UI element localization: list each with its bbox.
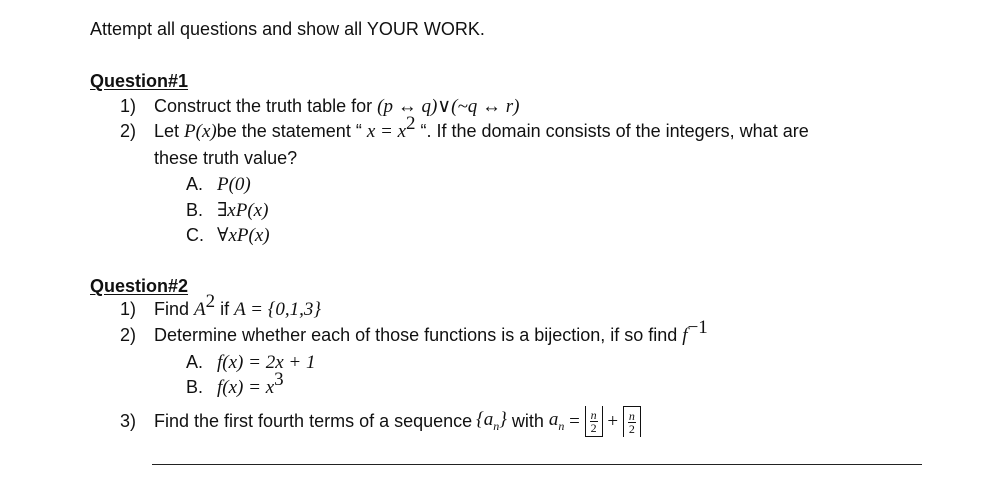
q1-sub-b-expression: ∃xP(x) [217, 200, 269, 221]
q2-item-3-sequence [476, 409, 507, 434]
q2-item-1-if: if [215, 299, 235, 319]
q2-item-3-an-sub: n [558, 418, 565, 433]
q1-sub-c [186, 224, 270, 247]
floor-bracket [585, 406, 603, 437]
floor-numerator: n [590, 407, 597, 422]
q1-sub-c-letter: C. [186, 225, 204, 245]
q2-item-1-exponent: 2 [205, 291, 216, 312]
q2-sub-b-letter: B. [186, 377, 204, 397]
q2-item-3-seq-open: {a [476, 409, 494, 431]
q1-item-2-number: 2) [120, 121, 137, 141]
q1-item-2-line-2: these truth value? [154, 148, 298, 168]
q1-sub-c-expression: ∀xP(x) [217, 225, 270, 246]
q2-sub-b-exponent: 3 [274, 369, 284, 390]
q1-sub-b-letter: B. [186, 200, 204, 220]
q2-sub-b [186, 369, 284, 399]
q1-item-2 [120, 113, 809, 143]
question-1-heading: Question#1 [90, 71, 189, 91]
q2-sub-a-expression: f(x) = 2x + 1 [217, 352, 316, 373]
q2-item-3-with: with [506, 411, 549, 431]
q1-item-2-statement: x = x [366, 121, 407, 142]
q1-sub-b [186, 199, 268, 222]
q2-item-1-number: 1) [120, 299, 137, 319]
q2-item-1-base: A [194, 299, 206, 320]
q2-item-3 [120, 406, 641, 437]
q1-item-2-text-c: “. If the domain consists of the integers, what are [415, 121, 809, 141]
q1-sub-a-expression: P(0) [217, 174, 251, 195]
ceiling-numerator: n [628, 408, 635, 423]
q1-item-1-text: Construct the truth table for [154, 96, 378, 116]
q2-sub-b-expression: f(x) = x [217, 377, 275, 398]
q2-item-1-text: Find [154, 299, 195, 319]
q2-item-2-exponent: −1 [687, 317, 708, 338]
q2-item-3-an [549, 409, 565, 434]
floor-denominator: 2 [590, 420, 597, 435]
q2-item-2 [120, 317, 708, 347]
q2-item-2-number: 2) [120, 325, 137, 345]
q2-item-3-an-base: a [548, 409, 559, 431]
q1-item-1-expression: (p ↔ q)∨(~q ↔ r) [377, 96, 520, 117]
q2-item-3-plus: + [602, 410, 623, 432]
q1-item-1 [120, 95, 520, 118]
ceiling-fraction [628, 410, 636, 435]
q1-item-2-predicate: P(x) [184, 121, 217, 142]
instructions-text: Attempt all questions and show all YOUR WORK. [90, 19, 485, 39]
q2-sub-a-letter: A. [186, 352, 204, 372]
q2-item-2-f: f [682, 325, 688, 346]
q1-sub-a [186, 174, 251, 196]
q2-sub-a [186, 352, 315, 374]
bottom-divider [152, 464, 922, 465]
floor-fraction [590, 409, 598, 434]
q2-item-3-number: 3) [120, 411, 137, 431]
q2-item-1-set: A = {0,1,3} [234, 299, 321, 320]
q1-item-1-number: 1) [120, 96, 137, 116]
question-2-heading: Question#2 [90, 276, 189, 296]
q2-item-2-text: Determine whether each of those functions is a bijection, if so find [154, 325, 683, 345]
q2-item-3-equals: = [564, 410, 585, 432]
q1-sub-a-letter: A. [186, 174, 204, 194]
q2-item-1 [120, 291, 321, 321]
q2-item-3-seq-close: } [499, 409, 507, 431]
ceiling-denominator: 2 [628, 421, 635, 436]
q1-item-2-text-a: Let [154, 121, 185, 141]
q1-item-2-text-b: be the statement “ [216, 121, 367, 141]
q1-item-2-exponent: 2 [406, 113, 416, 134]
ceiling-bracket [623, 406, 641, 437]
q2-item-3-text: Find the first fourth terms of a sequence [154, 411, 473, 431]
q2-item-3-seq-sub: n [493, 418, 500, 433]
